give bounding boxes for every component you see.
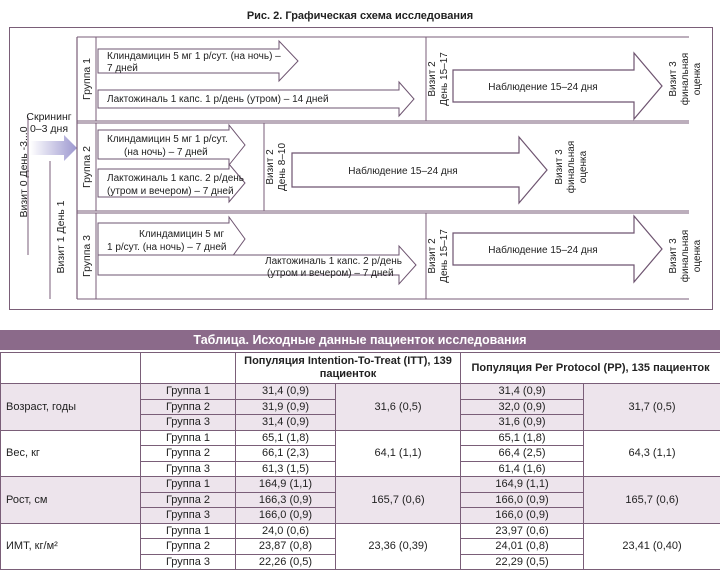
table-row xyxy=(1,477,720,493)
baseline-data-table xyxy=(0,352,720,570)
parameter-cell: Возраст, годы xyxy=(1,384,141,431)
header-pp: Популяция Per Protocol (PP), 135 пациенток xyxy=(461,353,720,384)
group-cell: Группа 2 xyxy=(141,492,236,508)
itt-total-cell: 23,36 (0,39) xyxy=(336,523,461,570)
group-cell: Группа 1 xyxy=(141,384,236,400)
itt-value-cell: 31,4 (0,9) xyxy=(236,415,336,431)
group-cell: Группа 3 xyxy=(141,508,236,524)
group1-drug2-line1: Лактожиналь 1 капс. 1 р/день (утром) – 14 дней xyxy=(107,94,329,105)
itt-value-cell: 22,26 (0,5) xyxy=(236,554,336,570)
pp-value-cell: 31,6 (0,9) xyxy=(461,415,584,431)
pp-value-cell: 22,29 (0,5) xyxy=(461,554,584,570)
pp-value-cell: 166,0 (0,9) xyxy=(461,508,584,524)
group-cell: Группа 2 xyxy=(141,446,236,462)
itt-value-cell: 166,0 (0,9) xyxy=(236,508,336,524)
parameter-cell: Рост, см xyxy=(1,477,141,524)
pp-value-cell: 32,0 (0,9) xyxy=(461,399,584,415)
itt-total-cell: 31,6 (0,5) xyxy=(336,384,461,431)
group1-drug1-line2: 7 дней xyxy=(107,63,138,74)
group3-drug2-line1: Лактожиналь 1 капс. 2 р/день xyxy=(265,256,402,267)
screening-arrow xyxy=(30,135,77,161)
group-cell: Группа 1 xyxy=(141,523,236,539)
group2-drug1-line1: Клиндамицин 5 мг 1 р/сут. xyxy=(107,134,228,145)
itt-value-cell: 166,3 (0,9) xyxy=(236,492,336,508)
figure-title: Рис. 2. Графическая схема исследования xyxy=(246,10,474,22)
pp-value-cell: 31,4 (0,9) xyxy=(461,384,584,400)
table-row xyxy=(1,430,720,446)
group2-visit3-line3: оценка xyxy=(578,150,589,184)
pp-value-cell: 66,4 (2,5) xyxy=(461,446,584,462)
group3-visit2-line1: Визит 2 xyxy=(427,238,438,274)
group3-drug1-line1: Клиндамицин 5 мг xyxy=(139,229,225,240)
group-cell: Группа 1 xyxy=(141,430,236,446)
itt-value-cell: 31,9 (0,9) xyxy=(236,399,336,415)
group3-visit3-line1: Визит 3 xyxy=(668,238,679,274)
pp-total-cell: 23,41 (0,40) xyxy=(584,523,720,570)
pp-value-cell: 166,0 (0,9) xyxy=(461,492,584,508)
itt-total-cell: 165,7 (0,6) xyxy=(336,477,461,524)
itt-value-cell: 164,9 (1,1) xyxy=(236,477,336,493)
table-row xyxy=(1,384,720,400)
group1-drug1-line1: Клиндамицин 5 мг 1 р/сут. (на ночь) – xyxy=(107,51,281,62)
itt-value-cell: 31,4 (0,9) xyxy=(236,384,336,400)
pp-value-cell: 164,9 (1,1) xyxy=(461,477,584,493)
itt-value-cell: 65,1 (1,8) xyxy=(236,430,336,446)
group3-observation-label: Наблюдение 15–24 дня xyxy=(488,245,598,256)
header-itt: Популяция Intention-To-Treat (ITT), 139 пациенток xyxy=(236,353,461,384)
group-cell: Группа 2 xyxy=(141,539,236,555)
pp-value-cell: 23,97 (0,6) xyxy=(461,523,584,539)
group2-visit2-line1: Визит 2 xyxy=(265,149,276,185)
pp-value-cell: 61,4 (1,6) xyxy=(461,461,584,477)
pp-total-cell: 31,7 (0,5) xyxy=(584,384,720,431)
group2-drug1-line2: (на ночь) – 7 дней xyxy=(124,147,208,158)
itt-value-cell: 24,0 (0,6) xyxy=(236,523,336,539)
group2-visit2-line2: День 8–10 xyxy=(277,142,288,192)
group3-visit3-line2: финальная xyxy=(680,229,691,283)
parameter-cell: Вес, кг xyxy=(1,430,141,477)
group1-visit3-line3: оценка xyxy=(692,62,703,96)
group3-label: Группа 3 xyxy=(81,234,93,278)
table-row xyxy=(1,523,720,539)
group-cell: Группа 3 xyxy=(141,415,236,431)
group2-visit3-line2: финальная xyxy=(566,140,577,194)
group2-label: Группа 2 xyxy=(81,145,93,189)
study-scheme-diagram xyxy=(9,27,713,310)
visit0-label: Визит 0 День -3...0 xyxy=(18,126,30,218)
group3-visit2-line2: День 15–17 xyxy=(439,229,450,283)
group1-visit3-line2: финальная xyxy=(680,52,691,106)
group-cell: Группа 2 xyxy=(141,399,236,415)
group-cell: Группа 3 xyxy=(141,461,236,477)
pp-value-cell: 65,1 (1,8) xyxy=(461,430,584,446)
group1-visit3-line1: Визит 3 xyxy=(668,61,679,97)
group1-visit2-line2: День 15–17 xyxy=(439,52,450,106)
group3-drug2-line2: (утром и вечером) – 7 дней xyxy=(267,268,394,279)
group2-visit3-line1: Визит 3 xyxy=(554,149,565,185)
itt-value-cell: 23,87 (0,8) xyxy=(236,539,336,555)
group2-drug2-line2: (утром и вечером) – 7 дней xyxy=(107,186,234,197)
header-empty-param xyxy=(1,353,141,384)
itt-value-cell: 66,1 (2,3) xyxy=(236,446,336,462)
itt-total-cell: 64,1 (1,1) xyxy=(336,430,461,477)
header-empty-group xyxy=(141,353,236,384)
group2-clindamycin-arrow xyxy=(98,125,245,165)
visit1-label: Визит 1 День 1 xyxy=(55,200,67,274)
table-header-row xyxy=(1,353,720,384)
itt-value-cell: 61,3 (1,5) xyxy=(236,461,336,477)
group-cell: Группа 3 xyxy=(141,554,236,570)
pp-total-cell: 165,7 (0,6) xyxy=(584,477,720,524)
pp-value-cell: 24,01 (0,8) xyxy=(461,539,584,555)
screening-label-line1: Скрининг xyxy=(26,111,72,123)
screening-label-line2: 0–3 дня xyxy=(29,123,69,135)
table-title: Таблица. Исходные данные пациенток исследования xyxy=(0,330,720,350)
group1-label: Группа 1 xyxy=(81,57,93,101)
pp-total-cell: 64,3 (1,1) xyxy=(584,430,720,477)
group3-visit3-line3: оценка xyxy=(692,239,703,273)
group-cell: Группа 1 xyxy=(141,477,236,493)
group1-visit2-line1: Визит 2 xyxy=(427,61,438,97)
group2-drug2-line1: Лактожиналь 1 капс. 2 р/день xyxy=(107,173,244,184)
parameter-cell: ИМТ, кг/м² xyxy=(1,523,141,570)
group3-drug1-line2: 1 р/сут. (на ночь) – 7 дней xyxy=(107,242,227,253)
group2-observation-label: Наблюдение 15–24 дня xyxy=(348,166,458,177)
group1-observation-label: Наблюдение 15–24 дня xyxy=(488,82,598,93)
